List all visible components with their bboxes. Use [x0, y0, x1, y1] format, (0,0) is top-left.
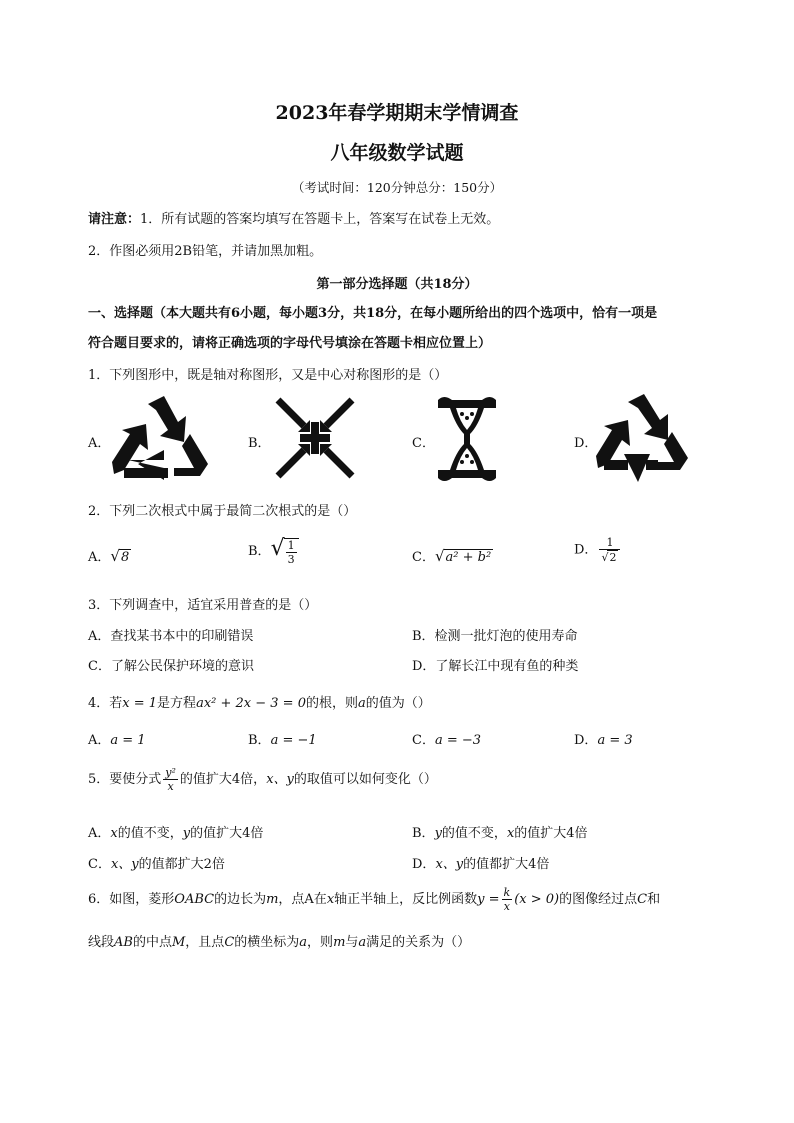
q5-option-d: D．x、y的值都扩大4倍	[412, 857, 550, 872]
q4-option-c: C．a = −3	[412, 733, 482, 748]
q2-d-num: 1	[599, 536, 620, 550]
note-line-2: 2．作图必须用2B铅笔，并请加黑加粗。	[88, 244, 323, 259]
q6-stem-line-1: 6．如图，菱形OABC的边长为m，点A在x轴正半轴上，反比例函数y = $\frac{k}{x}$ (x > 0)的图像经过点C和	[88, 886, 661, 913]
q1-option-c-label: C．	[412, 436, 435, 451]
section-intro-2: 符合题目要求的，请将正确选项的字母代号填涂在答题卡相应位置上）	[88, 336, 492, 351]
q2-option-d-label: D．	[574, 542, 598, 558]
sqrt-icon: √	[270, 536, 285, 561]
note-1: 1．所有试题的答案均填写在答题卡上，答案写在试卷上无效。	[140, 212, 500, 227]
q3-option-b: B．检测一批灯泡的使用寿命	[412, 629, 578, 644]
q2-d-fraction	[599, 536, 620, 564]
q1-option-a-label: A．	[88, 436, 111, 451]
q2-option-b-label: B．	[248, 544, 271, 559]
q2-option-c-label: C．	[412, 550, 435, 565]
q2-option-b	[248, 536, 301, 566]
q3-option-c: C．了解公民保护环境的意识	[88, 659, 254, 674]
q5-fraction: $\frac{\text{y²}}{x}$	[165, 766, 176, 793]
q4-option-a: A．a = 1	[88, 733, 146, 748]
q4-option-b: B．a = −1	[248, 733, 317, 748]
q4-stem: 4．若x = 1是方程ax² + 2x − 3 = 0的根，则a的值为（）	[88, 696, 431, 711]
note-label: 请注意：	[88, 212, 141, 227]
sqrt-icon: √	[110, 547, 120, 565]
q5-stem: 5．要使分式 $\frac{\text{y²}}{x}$ 的值扩大4倍，x、y的取值可以如何变化（）	[88, 766, 437, 793]
q3-stem: 3．下列调查中，适宜采用普查的是（）	[88, 598, 318, 613]
q2-d-den: √2	[601, 551, 617, 564]
four-arrows-cross-icon	[270, 394, 360, 482]
q2-b-num: 1	[287, 538, 295, 552]
q1-stem: 1．下列图形中，既是轴对称图形，又是中心对称图形的是（）	[88, 368, 448, 383]
q1-option-d-label: D．	[574, 436, 598, 451]
exam-title: 2023年春学期期末学情调查	[275, 102, 519, 124]
section-intro-1: 一、选择题（本大题共有6小题，每小题3分，共18分，在每小题所给出的四个选项中，恰有一项是	[88, 306, 658, 321]
q2-b-fraction	[284, 538, 299, 566]
q2-option-a	[88, 546, 131, 565]
hourglass-icon	[434, 394, 500, 484]
q4-option-d: D．a = 3	[574, 733, 633, 748]
q5-option-b: B．y的值不变，x的值扩大4倍	[412, 826, 588, 841]
recycle-triangle-icon	[108, 394, 214, 482]
q2-option-d	[574, 536, 622, 564]
q1-option-b-label: B．	[248, 436, 271, 451]
q4-equation: ax² + 2x − 3 = 0	[196, 696, 306, 711]
section-title: 第一部分选择题（共18分）	[316, 277, 478, 292]
exam-info: （考试时间：120分钟总分：150分）	[291, 180, 503, 195]
q6-stem-line-2: 线段AB的中点M，且点C的横坐标为a，则m与a满足的关系为（）	[88, 935, 471, 950]
exam-subtitle: 八年级数学试题	[330, 142, 464, 164]
q4-condition: x = 1	[122, 696, 158, 711]
q2-c-radicand: a² + b²	[445, 550, 492, 565]
q2-b-den: 3	[287, 552, 295, 566]
q2-option-a-label: A．	[88, 550, 111, 565]
note-line-1	[88, 208, 499, 227]
q5-option-a: A．x的值不变，y的值扩大4倍	[88, 826, 264, 841]
q2-a-radicand: 8	[120, 550, 130, 565]
q5-option-c: C．x、y的值都扩大2倍	[88, 857, 225, 872]
sqrt-icon: √	[434, 547, 445, 565]
q2-option-c	[412, 546, 493, 565]
q3-option-a: A．查找某书本中的印刷错误	[88, 629, 254, 644]
recycle-triangle-arrow-icon	[594, 392, 690, 484]
sqrt-icon: √	[601, 551, 609, 564]
q3-option-d: D．了解长江中现有鱼的种类	[412, 659, 579, 674]
q2-stem: 2．下列二次根式中属于最简二次根式的是（）	[88, 504, 357, 519]
q6-function-fraction: $\frac{k}{x}$	[503, 886, 511, 913]
